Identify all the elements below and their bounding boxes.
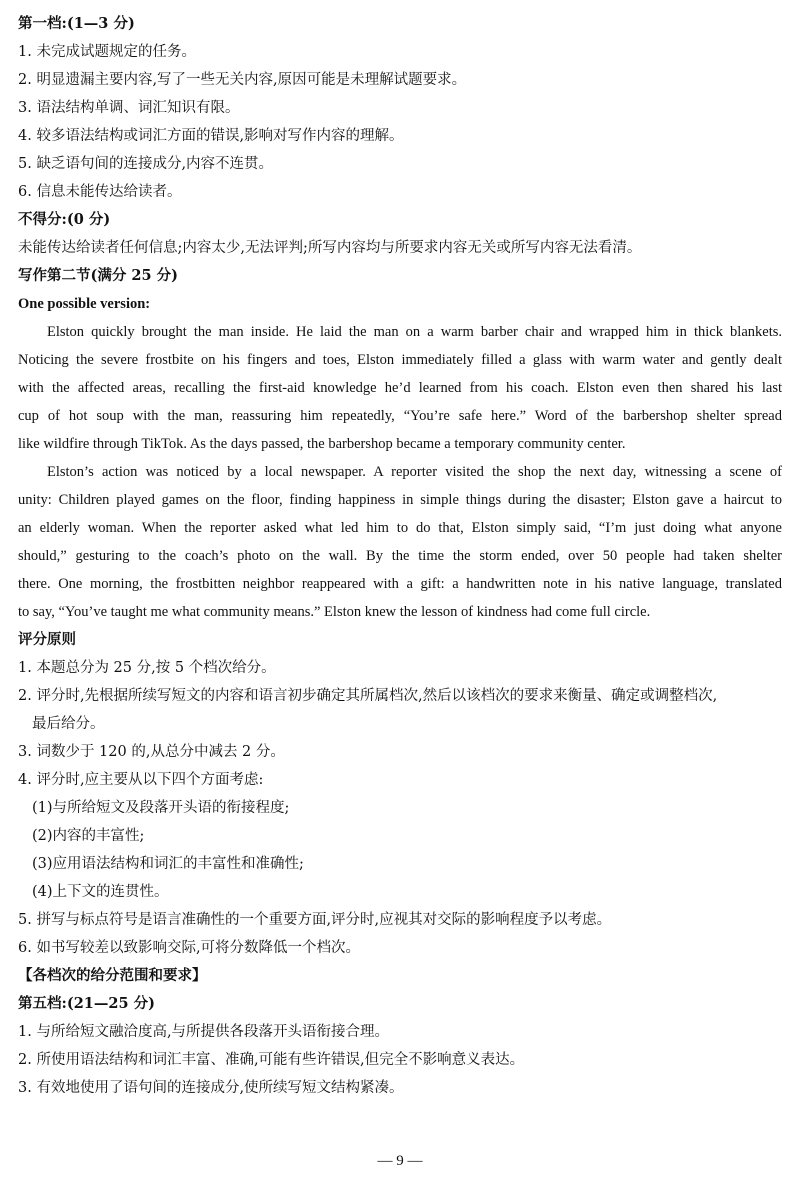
principle-sub-item-1: (1)与所给短文及段落开头语的衔接程度; [32, 800, 290, 816]
principles-heading: 评分原则 [18, 631, 76, 648]
essay-para2-line-6: to say, “You’ve taught me what community means.” Elston knew the lesson of kindness had come full circle. [18, 604, 651, 620]
zero-score-text: 未能传达给读者任何信息;内容太少,无法评判;所写内容均与所要求内容无关或所写内容无法看清。 [18, 240, 642, 256]
tier5-item-3: 3. 有效地使用了语句间的连接成分,使所续写短文结构紧凑。 [18, 1080, 404, 1096]
tier5-item-1: 1. 与所给短文融洽度高,与所提供各段落开头语衔接合理。 [18, 1024, 390, 1040]
principle-sub-item-4: (4)上下文的连贯性。 [32, 884, 169, 900]
tier1-item-3: 3. 语法结构单调、词汇知识有限。 [18, 100, 240, 116]
tier1-item-1: 1. 未完成试题规定的任务。 [18, 44, 196, 60]
tier1-item-5: 5. 缺乏语句间的连接成分,内容不连贯。 [18, 156, 274, 172]
principle-sub-item-2: (2)内容的丰富性; [32, 828, 145, 844]
essay-para1-line-4: cup of hot soup with the man, reassuring him repeatedly, “You’re safe here.” Word of the barbershop shelter spread [18, 408, 782, 424]
essay-para2-line-1: Elston’s action was noticed by a local newspaper. A reporter visited the shop the next day, witnessing a scene of [47, 464, 782, 480]
principle-item-4: 4. 评分时,应主要从以下四个方面考虑: [18, 772, 264, 788]
version-label: One possible version: [18, 296, 151, 312]
essay-para2-line-4: should,” gesturing to the coach’s photo on the wall. By the time the storm ended, over 50 people had taken shelter [18, 548, 782, 564]
essay-para1-line-1: Elston quickly brought the man inside. He laid the man on a warm barber chair and wrapped him in thick blankets. [47, 324, 782, 340]
tier1-item-6: 6. 信息未能传达给读者。 [18, 184, 182, 200]
essay-para2-line-5: there. One morning, the frostbitten neighbor reappeared with a gift: a handwritten note in his native language, translated [18, 576, 782, 592]
principle-item-5: 5. 拼写与标点符号是语言准确性的一个重要方面,评分时,应视其对交际的影响程度予以考虑。 [18, 912, 612, 928]
tier1-item-4: 4. 较多语法结构或词汇方面的错误,影响对写作内容的理解。 [18, 128, 404, 144]
essay-para1-line-5: like wildfire through TikTok. As the days passed, the barbershop became a temporary community center. [18, 436, 626, 452]
ranges-heading: 【各档次的给分范围和要求】 [18, 967, 207, 984]
tier5-heading: 第五档:(21—25 分) [18, 995, 155, 1012]
principle-sub-item-3: (3)应用语法结构和词汇的丰富性和准确性; [32, 856, 304, 872]
tier5-item-2: 2. 所使用语法结构和词汇丰富、准确,可能有些许错误,但完全不影响意义表达。 [18, 1052, 525, 1068]
page-number: — 9 — [377, 1153, 423, 1169]
tier1-item-2: 2. 明显遗漏主要内容,写了一些无关内容,原因可能是未理解试题要求。 [18, 72, 467, 88]
principle-item-1: 1. 本题总分为 25 分,按 5 个档次给分。 [18, 660, 276, 676]
principle-item-3: 3. 词数少于 120 的,从总分中减去 2 分。 [18, 744, 285, 760]
tier1-heading: 第一档:(1—3 分) [18, 15, 135, 32]
principle-item-6: 6. 如书写较差以致影响交际,可将分数降低一个档次。 [18, 940, 361, 956]
essay-para1-line-2: Noticing the severe frostbite on his fingers and toes, Elston immediately filled a glass with warm water and gently dealt [18, 352, 782, 368]
zero-score-heading: 不得分:(0 分) [18, 211, 111, 228]
essay-para2-line-3: an elderly woman. When the reporter asked what led him to do that, Elston simply said, “I’m just doing what anyone [18, 520, 782, 536]
principle-item-2-cont: 最后给分。 [32, 716, 105, 732]
essay-para2-line-2: unity: Children played games on the floor, finding happiness in simple things during the disaster; Elston gave a haircut to [18, 492, 782, 508]
principle-item-2: 2. 评分时,先根据所续写短文的内容和语言初步确定其所属档次,然后以该档次的要求来衡量、确定或调整档次, [18, 688, 718, 704]
section2-heading: 写作第二节(满分 25 分) [18, 267, 178, 284]
essay-para1-line-3: with the affected areas, recalling the first-aid knowledge he’d learned from his coach. Elston even then shared his last [18, 380, 782, 396]
